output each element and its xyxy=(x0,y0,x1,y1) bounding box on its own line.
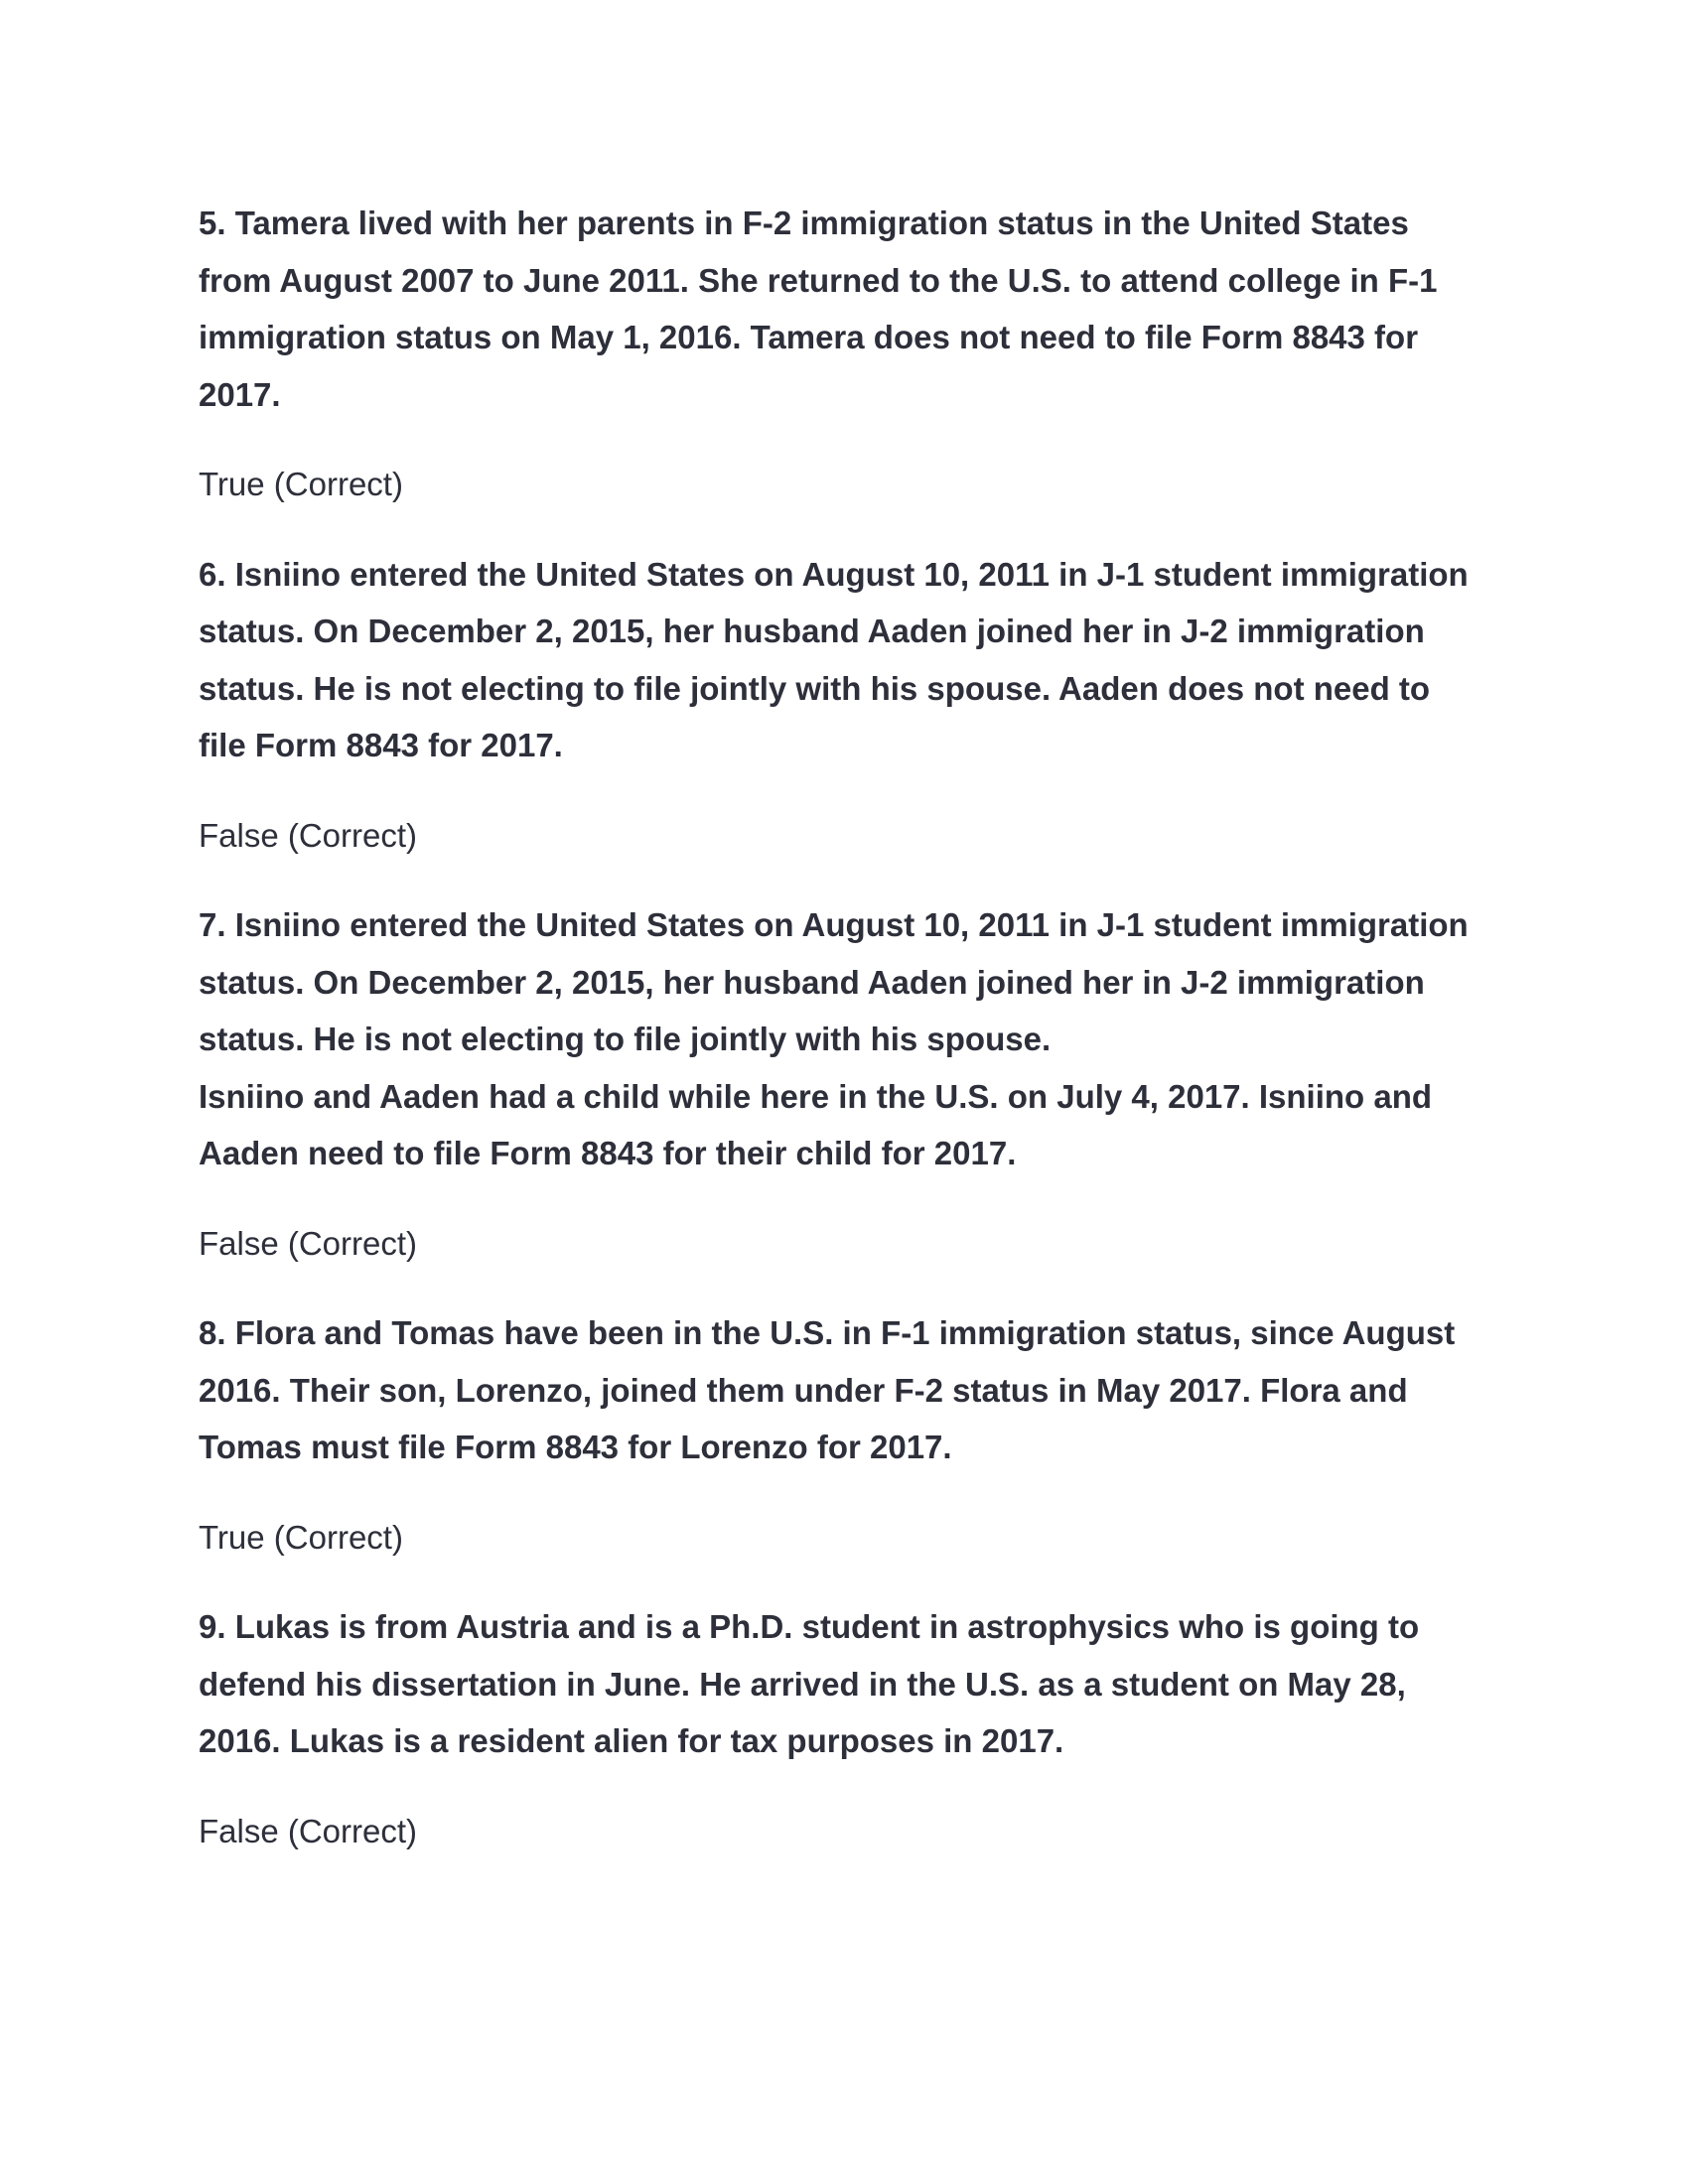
question-text-6 xyxy=(199,546,1519,774)
question-block-6 xyxy=(199,546,1519,865)
question-line: 6. Isniino entered the United States on August 10, 2011 in J-1 student immigration xyxy=(199,555,1469,593)
question-line: 2016. Their son, Lorenzo, joined them under F-2 status in May 2017. Flora and xyxy=(199,1371,1408,1409)
question-line: 2016. Lukas is a resident alien for tax purposes in 2017. xyxy=(199,1722,1064,1759)
question-line: immigration status on May 1, 2016. Tamera does not need to file Form 8843 for xyxy=(199,319,1419,355)
question-line: 5. Tamera lived with her parents in F-2 immigration status in the United States xyxy=(199,205,1409,241)
question-line: Aaden need to file Form 8843 for their child for 2017. xyxy=(199,1135,1017,1171)
question-text-5 xyxy=(199,195,1519,423)
question-block-7 xyxy=(199,896,1519,1272)
answer-text-7: False (Correct) xyxy=(199,1224,418,1262)
question-line: Isniino and Aaden had a child while here in the U.S. on July 4, 2017. Isniino and xyxy=(199,1077,1433,1115)
question-text-9 xyxy=(199,1598,1519,1770)
question-line: status. He is not electing to file jointly with his spouse. xyxy=(199,1021,1052,1057)
answer-text-8: True (Correct) xyxy=(199,1518,403,1556)
question-line: 2017. xyxy=(199,375,281,413)
question-line: 8. Flora and Tomas have been in the U.S. in F-1 immigration status, since August xyxy=(199,1314,1456,1351)
question-line: file Form 8843 for 2017. xyxy=(199,727,563,763)
question-block-5 xyxy=(199,195,1519,513)
question-block-9 xyxy=(199,1598,1519,1859)
question-line: status. On December 2, 2015, her husband Aaden joined her in J-2 immigration xyxy=(199,613,1425,649)
quiz-results-page xyxy=(199,195,1519,1892)
answer-text-9: False (Correct) xyxy=(199,1812,418,1849)
question-line: status. He is not electing to file jointly with his spouse. Aaden does not need to xyxy=(199,669,1431,707)
question-text-7 xyxy=(199,896,1519,1182)
question-line: 7. Isniino entered the United States on August 10, 2011 in J-1 student immigration xyxy=(199,906,1469,943)
question-line: Tomas must file Form 8843 for Lorenzo for 2017. xyxy=(199,1429,952,1465)
question-line: 9. Lukas is from Austria and is a Ph.D. student in astrophysics who is going to xyxy=(199,1608,1420,1645)
answer-text-5: True (Correct) xyxy=(199,466,403,502)
question-text-8 xyxy=(199,1304,1519,1476)
question-block-8 xyxy=(199,1304,1519,1566)
question-line: defend his dissertation in June. He arrived in the U.S. as a student on May 28, xyxy=(199,1665,1406,1703)
answer-text-6: False (Correct) xyxy=(199,816,418,854)
question-line: status. On December 2, 2015, her husband Aaden joined her in J-2 immigration xyxy=(199,963,1425,1001)
question-line: from August 2007 to June 2011. She returned to the U.S. to attend college in F-1 xyxy=(199,261,1438,299)
